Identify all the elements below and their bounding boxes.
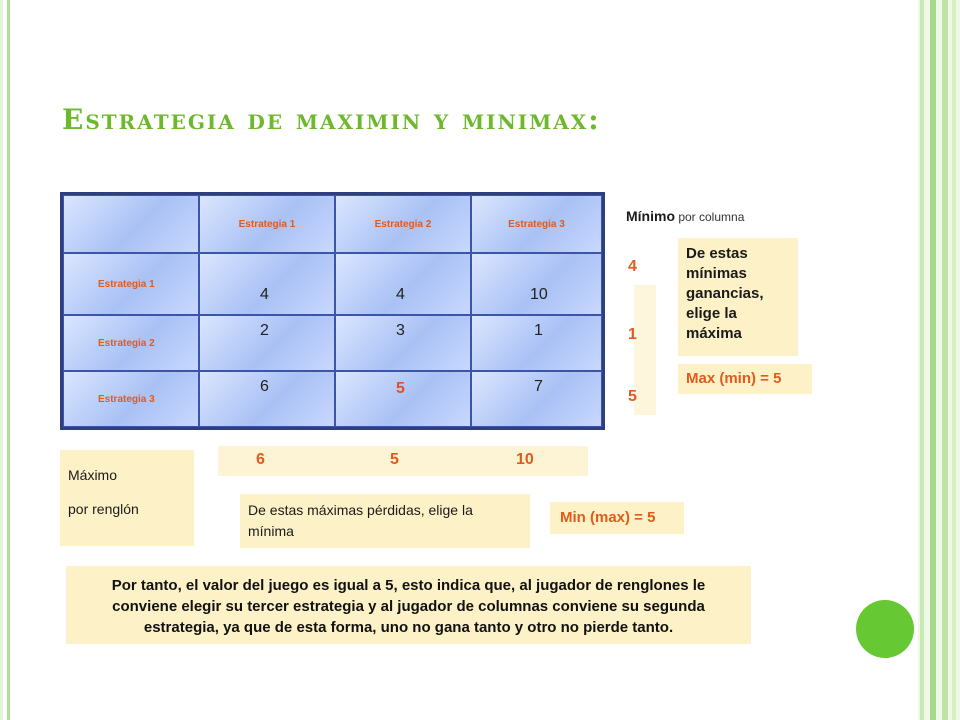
minimo-value: 1: [628, 326, 637, 343]
matrix-cell: [471, 315, 602, 371]
slide-frame-right: [918, 0, 960, 720]
maximo-value: 6: [256, 451, 265, 468]
maxmin-result: Max (min) = 5: [678, 364, 812, 394]
minimo-label: [626, 208, 744, 224]
matrix-value-highlight: 5: [396, 380, 405, 397]
matrix-cell: [335, 371, 471, 427]
matrix-col-header: Estrategia 1: [199, 195, 335, 253]
matrix-col-header: Estrategia 2: [335, 195, 471, 253]
matrix-cell: [199, 315, 335, 371]
maximas-note-box: De estas máximas pérdidas, elige la mínima: [240, 494, 530, 548]
matrix-row-header: Estrategia 2: [63, 315, 199, 371]
minimo-column-band: [634, 285, 656, 415]
matrix-row-header: Estrategia 3: [63, 371, 199, 427]
matrix-value: 10: [530, 286, 548, 303]
maximo-label-line1: Máximo: [68, 467, 118, 483]
matrix-col-header: Estrategia 3: [471, 195, 602, 253]
maximo-label-line2: por renglón: [68, 501, 139, 517]
matrix-row-header: Estrategia 1: [63, 253, 199, 315]
minimo-value: 4: [628, 258, 637, 275]
maximo-value: 10: [516, 451, 534, 468]
maximo-label-box: [60, 450, 194, 546]
slide-frame-left-outer: [0, 0, 3, 720]
matrix-cell: [335, 253, 471, 315]
payoff-matrix: [60, 192, 605, 430]
minmax-result: Min (max) = 5: [550, 502, 684, 534]
matrix-value: 3: [396, 322, 405, 339]
matrix-value: 2: [260, 322, 269, 339]
matrix-value: 4: [396, 286, 405, 303]
matrix-value: 7: [534, 378, 543, 395]
minimo-value: 5: [628, 388, 637, 405]
maximo-value: 5: [390, 451, 399, 468]
matrix-value: 1: [534, 322, 543, 339]
matrix-cell: [199, 253, 335, 315]
matrix-value: 4: [260, 286, 269, 303]
matrix-cell: [335, 315, 471, 371]
minimas-note-box: De estas mínimas ganancias, elige la máxima: [678, 238, 798, 356]
matrix-value: 6: [260, 378, 269, 395]
matrix-cell: [471, 253, 602, 315]
green-circle-decoration: [856, 600, 914, 658]
minimo-label-bold: Mínimo: [626, 208, 675, 224]
matrix-cell: [471, 371, 602, 427]
matrix-corner-cell: [63, 195, 199, 253]
matrix-cell: [199, 371, 335, 427]
minimo-label-rest: por columna: [675, 210, 745, 224]
slide-frame-left: [7, 0, 10, 720]
conclusion-box: Por tanto, el valor del juego es igual a 5, esto indica que, al jugador de renglones le conviene elegir su tercer estrategia y al jugador de columnas conviene su segunda estrategia, ya que de esta forma, uno no gana tanto y otro no pierde tanto.: [66, 566, 751, 644]
slide-title: Estrategia de maximin y minimax:: [62, 103, 601, 136]
